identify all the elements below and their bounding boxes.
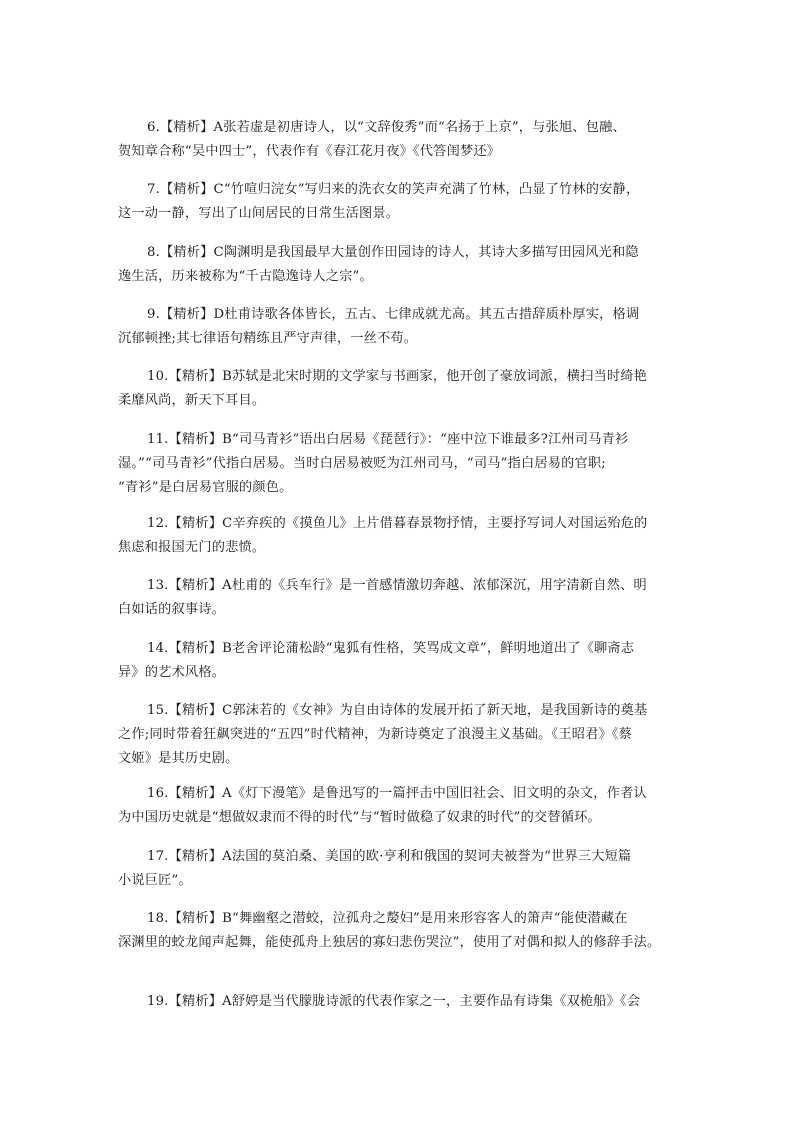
answer-item-11: [118, 428, 678, 500]
text-line: 湿。”“司马青衫”代指白居易。当时白居易被贬为江州司马，“司马”指白居易的官职;: [118, 456, 606, 471]
answer-item-8: [118, 241, 678, 289]
answer-item-18: [118, 907, 678, 955]
answer-item-7: [118, 178, 678, 226]
text-line: 为中国历史就是“想做奴隶而不得的时代”与“暂时做稳了奴隶的时代”的交替循环。: [118, 810, 601, 825]
text-line: 19.【精析】A舒婷是当代朦胧诗派的代表作家之一，主要作品有诗集《双桅船》《会: [147, 994, 641, 1009]
answer-item-19: [118, 990, 678, 1014]
text-line: “青衫”是白居易官服的颜色。: [118, 480, 293, 495]
answer-item-17: [118, 845, 678, 893]
answer-item-13: [118, 574, 678, 622]
text-line: 贺知章合称“吴中四士”，代表作有《春江花月夜》《代答闺梦还》: [118, 144, 501, 159]
text-line: 8.【精析】C陶渊明是我国最早大量创作田园诗的诗人，其诗大多描写田园风光和隐: [147, 245, 639, 260]
text-line: 白如话的叙事诗。: [118, 602, 226, 617]
text-line: 7.【精析】C“竹喧归浣女”写归来的洗衣女的笑声充满了竹林，凸显了竹林的安静，: [147, 182, 640, 197]
text-line: 13.【精析】A杜甫的《兵车行》是一首感情激切奔越、浓郁深沉，用字清新自然、明: [147, 578, 647, 593]
answer-item-16: [118, 782, 678, 830]
text-line: 16.【精析】A《灯下漫笔》是鲁迅写的一篇抨击中国旧社会、旧文明的杂文，作者认: [147, 786, 647, 801]
text-line: 柔靡风尚，新天下耳目。: [118, 393, 266, 408]
text-line: 14.【精析】B老舍评论蒲松龄“鬼狐有性格，笑骂成文章”，鲜明地道出了《聊斋志: [147, 641, 635, 656]
text-line: 6.【精析】A张若虚是初唐诗人，以“文辞俊秀”而“名扬于上京”，与张旭、包融、: [147, 120, 626, 135]
text-line: 沉郁顿挫;其七律语句精练且严守声律，一丝不苟。: [118, 331, 418, 346]
text-line: 10.【精析】B苏轼是北宋时期的文学家与书画家，他开创了豪放词派，横扫当时绮艳: [147, 369, 648, 384]
answer-item-10: [118, 365, 678, 413]
answer-item-12: [118, 512, 678, 560]
answer-item-15: [118, 699, 678, 771]
text-line: 之作;同时带着狂飙突进的“五四”时代精神，为新诗奠定了浪漫主义基础。《王昭君》《蔡: [118, 727, 633, 742]
text-line: 文姬》是其历史剧。: [118, 751, 239, 766]
text-line: 异》的艺术风格。: [118, 665, 226, 680]
text-line: 17.【精析】A法国的莫泊桑、美国的欧·亨利和俄国的契诃夫被誉为“世界三大短篇: [147, 849, 632, 864]
text-line: 深渊里的蛟龙闻声起舞，能使孤舟上独居的寡妇悲伤哭泣”，使用了对偶和拟人的修辞手法。: [118, 935, 661, 950]
answer-item-6: [118, 116, 678, 164]
text-line: 这一动一静，写出了山间居民的日常生活图景。: [118, 206, 400, 221]
text-line: 18.【精析】B“舞幽壑之潜蛟，泣孤舟之嫠妇”是用来形容客人的箫声“能使潜藏在: [147, 911, 628, 926]
text-line: 9.【精析】D杜甫诗歌各体皆长，五古、七律成就尤高。其五古措辞质朴厚实，格调: [147, 307, 640, 322]
text-line: 焦虑和报国无门的悲愤。: [118, 540, 266, 555]
text-line: 15.【精析】C郭沫若的《女神》为自由诗体的发展开拓了新天地，是我国新诗的奠基: [147, 703, 648, 718]
text-line: 小说巨匠”。: [118, 873, 192, 888]
text-line: 11.【精析】B“司马青衫”语出白居易《琵琶行》：“座中泣下谁最多?江州司马青衫: [147, 432, 629, 447]
text-line: 12.【精析】C辛弃疾的《摸鱼儿》上片借暮春景物抒情，主要抒写词人对国运殆危的: [147, 516, 648, 531]
text-line: 逸生活，历来被称为“千古隐逸诗人之宗”。: [118, 269, 373, 284]
answer-item-9: [118, 303, 678, 351]
answer-item-14: [118, 637, 678, 685]
